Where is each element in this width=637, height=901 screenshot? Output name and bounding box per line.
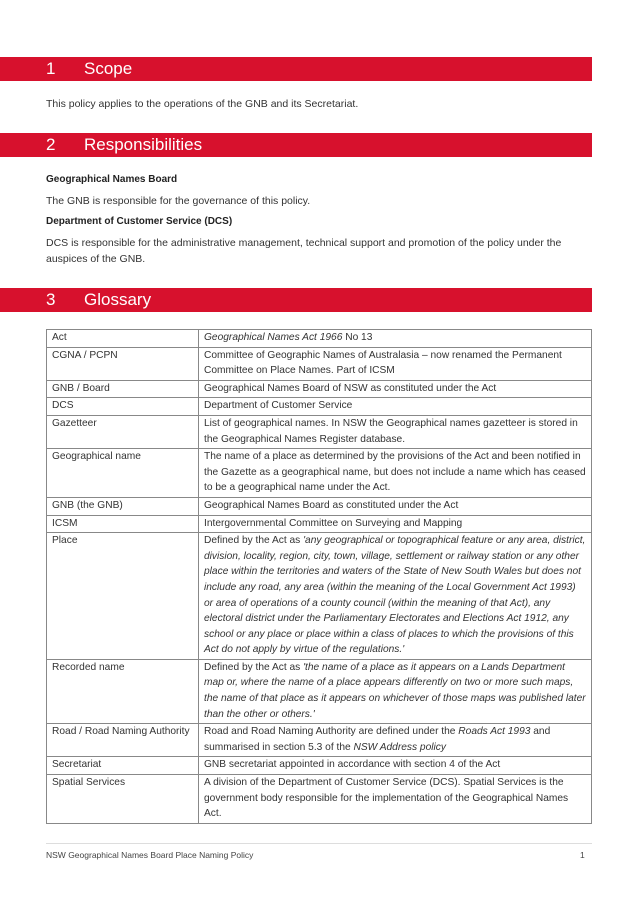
glossary-definition (199, 398, 592, 416)
section-number: 2 (46, 135, 56, 154)
definition-segment: Roads Act 1993 (458, 726, 531, 738)
glossary-term: GNB (the GNB) (47, 497, 199, 515)
definition-segment: No 13 (342, 332, 373, 343)
definition-segment: Defined by the Act as (204, 535, 304, 547)
glossary-term: Spatial Services (47, 775, 199, 824)
definition-segment: Geographical Names Board of NSW as constituted under the Act (204, 382, 497, 394)
section-header-glossary (0, 288, 592, 312)
glossary-definition (199, 497, 592, 515)
glossary-row (47, 724, 592, 757)
definition-segment: 'any geographical or topographical feature or any area, district, division, locality, region, city, town, village, settlement or railway station or any other place within the territories and waters of the State of New South Wales but does not include any road, any area (within the meaning of the Local Government Act 1993) or area of operations of a county council (within the meaning of that Act), any electoral district under the Parliamentary Electorates and Elections Act 1912, any school or any place or place within a class of places to which the provisions of this Act do not apply by virtue of the regulations.' (204, 535, 586, 656)
glossary-definition (199, 533, 592, 660)
section-number: 3 (46, 290, 56, 309)
definition-segment: Geographical Names Board as constituted under the Act (204, 499, 459, 511)
footer-divider (46, 843, 592, 844)
glossary-term: Geographical name (47, 449, 199, 498)
glossary-row (47, 515, 592, 533)
glossary-term: Act (47, 330, 199, 348)
section-title: Glossary (84, 290, 152, 309)
glossary-row (47, 398, 592, 416)
definition-segment: 'the name of a place as it appears on a Lands Department map or, where the name of a place appears differently on two or more such maps, the name of that place as it appears on whichever of those maps was published later than the other or others.' (204, 661, 586, 720)
gnb-heading: Geographical Names Board (46, 174, 178, 185)
definition-segment: NSW Address policy (353, 741, 446, 753)
glossary-row (47, 497, 592, 515)
glossary-term: CGNA / PCPN (47, 347, 199, 380)
page-number: 1 (580, 850, 585, 860)
glossary-definition (199, 380, 592, 398)
definition-segment: A division of the Department of Customer Service (DCS). Spatial Services is the government body responsible for the implementation of the Geographical Names Act. (204, 777, 569, 820)
definition-segment: List of geographical names. In NSW the Geographical names gazetteer is stored in the Geographical Names Register database. (204, 417, 578, 445)
section-number: 1 (46, 59, 56, 78)
glossary-table (46, 329, 592, 824)
glossary-term: Gazetteer (47, 415, 199, 448)
glossary-definition (199, 415, 592, 448)
glossary-term: Recorded name (47, 659, 199, 723)
definition-segment: Defined by the Act as (204, 661, 304, 673)
definition-segment: Geographical Names Act 1966 (204, 332, 343, 343)
glossary-definition (199, 775, 592, 824)
glossary-row (47, 775, 592, 824)
glossary-definition (199, 757, 592, 775)
glossary-definition (199, 449, 592, 498)
section-header-scope (0, 57, 592, 81)
glossary-term: Secretariat (47, 757, 199, 775)
glossary-term: DCS (47, 398, 199, 416)
definition-segment: Committee of Geographic Names of Australasia – now renamed the Permanent Committee on Place Names. Part of ICSM (204, 349, 562, 377)
section-title: Responsibilities (84, 135, 203, 154)
glossary-row (47, 380, 592, 398)
scope-text: This policy applies to the operations of the GNB and its Secretariat. (46, 98, 359, 110)
definition-segment: Road and Road Naming Authority are defined under the (204, 726, 459, 738)
glossary-row (47, 330, 592, 348)
section-title: Scope (84, 59, 133, 78)
glossary-term: Road / Road Naming Authority (47, 724, 199, 757)
glossary-definition (199, 330, 592, 348)
glossary-term: GNB / Board (47, 380, 199, 398)
dcs-heading: Department of Customer Service (DCS) (46, 216, 233, 227)
glossary-row (47, 757, 592, 775)
definition-segment: and summarised in section 5.3 of the (204, 726, 551, 753)
dcs-text: DCS is responsible for the administrative management, technical support and promotion of the policy under the auspices of the GNB. (46, 237, 562, 265)
glossary-definition (199, 724, 592, 757)
glossary-term: ICSM (47, 515, 199, 533)
glossary-definition (199, 659, 592, 723)
definition-segment: The name of a place as determined by the provisions of the Act and been notified in the Gazette as a geographical name, but does not include a name which has ceased to be a geographical name under the Act. (204, 451, 586, 494)
definition-segment: Intergovernmental Committee on Surveying and Mapping (204, 517, 463, 529)
glossary-row (47, 347, 592, 380)
glossary-row (47, 533, 592, 660)
definition-segment: GNB secretariat appointed in accordance with section 4 of the Act (204, 759, 501, 771)
glossary-row (47, 449, 592, 498)
glossary-term: Place (47, 533, 199, 660)
definition-segment: Department of Customer Service (204, 400, 353, 412)
glossary-row (47, 659, 592, 723)
glossary-definition (199, 347, 592, 380)
glossary-row (47, 415, 592, 448)
glossary-definition (199, 515, 592, 533)
gnb-text: The GNB is responsible for the governance of this policy. (46, 195, 311, 207)
footer-title: NSW Geographical Names Board Place Naming Policy (46, 850, 254, 860)
section-header-responsibilities (0, 133, 592, 157)
